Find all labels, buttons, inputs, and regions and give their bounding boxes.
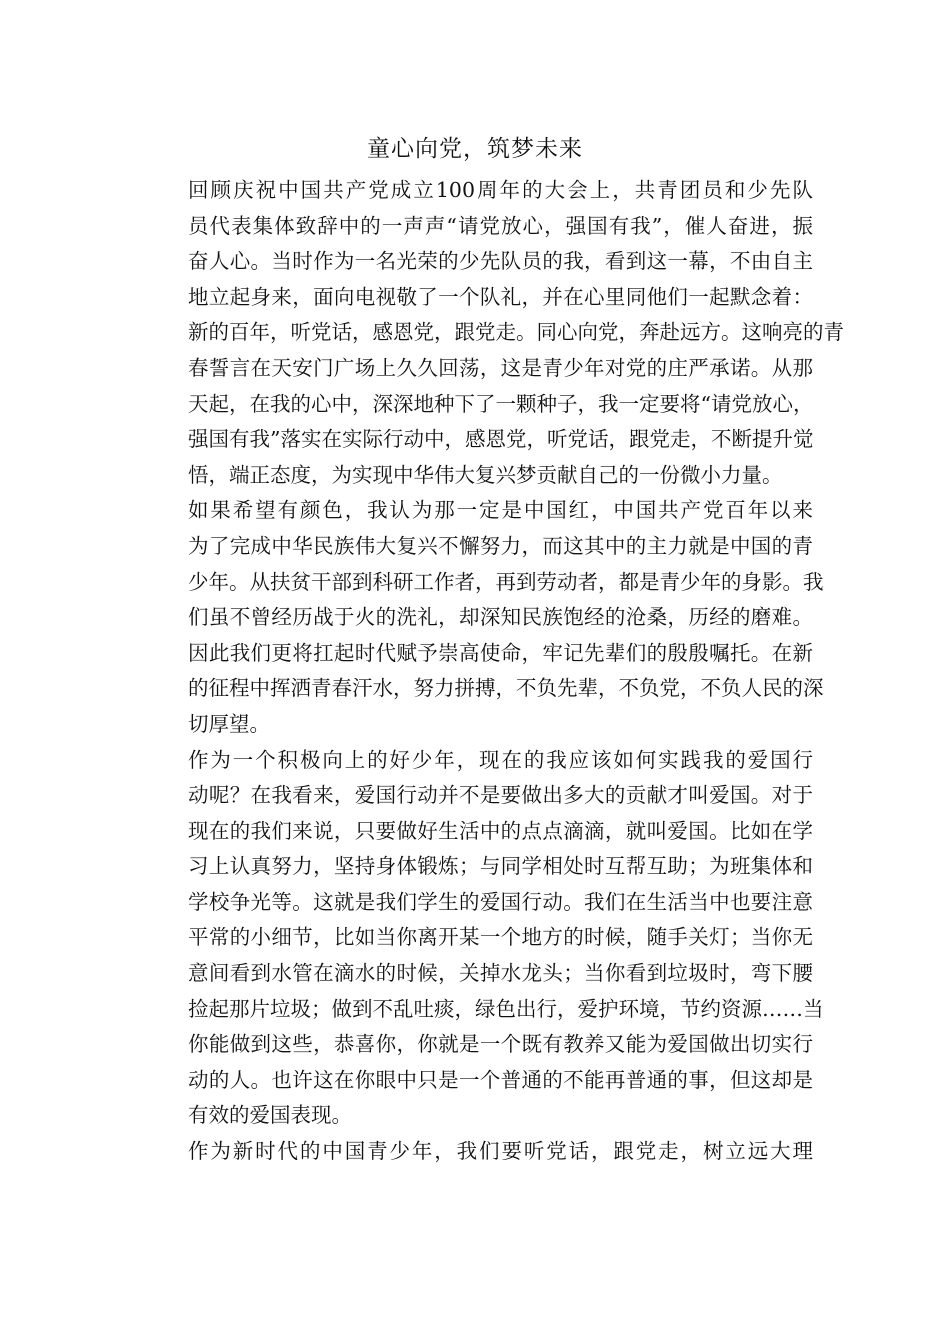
text-line: 强国有我”落实在实际行动中，感恩党，听党话，跟党走，不断提升觉 — [188, 427, 814, 452]
text-line: 天起，在我的心中，深深地种下了一颗种子，我一定要将“请党放心， — [188, 391, 814, 416]
text-line: 意间看到水管在滴水的时候，关掉水龙头；当你看到垃圾时，弯下腰 — [188, 961, 813, 986]
text-line: 捡起那片垃圾；做到不乱吐痰，绿色出行，爱护环境，节约资源……当 — [188, 996, 824, 1021]
text-line: 你能做到这些，恭喜你，你就是一个既有教养又能为爱国做出切实行 — [188, 1032, 813, 1057]
text-line: 因此我们更将扛起时代赋予崇高使命，牢记先辈们的殷殷嘱托。在新 — [188, 640, 813, 665]
document-body — [147, 173, 844, 1170]
text-line: 动的人。也许这在你眼中只是一个普通的不能再普通的事，但这却是 — [188, 1067, 813, 1092]
text-line: 春誓言在天安门广场上久久回荡，这是青少年对党的庄严承诺。从那 — [188, 355, 813, 380]
text-line: 回顾庆祝中国共产党成立100周年的大会上，共青团员和少先队 — [188, 178, 813, 202]
text-line: 有效的爱国表现。 — [188, 1103, 352, 1128]
text-line: 动呢？在我看来，爱国行动并不是要做出多大的贡献才叫爱国。对于 — [188, 783, 813, 808]
paragraph-1 — [147, 173, 844, 493]
paragraph-4 — [147, 1134, 813, 1170]
text-line: 员代表集体致辞中的一声声“请党放心，强国有我”，催人奋进，振 — [188, 213, 813, 238]
text-line: 地立起身来，面向电视敬了一个队礼，并在心里同他们一起默念着： — [188, 284, 813, 309]
text-line: 奋人心。当时作为一名光荣的少先队员的我，看到这一幕，不由自主 — [188, 249, 813, 274]
text-line: 如果希望有颜色，我认为那一定是中国红，中国共产党百年以来 — [188, 498, 813, 523]
text-line: 悟，端正态度，为实现中华伟大复兴梦贡献自己的一份微小力量。 — [188, 462, 783, 487]
text-line: 新的百年，听党话，感恩党，跟党走。同心向党，奔赴远方。这响亮的青 — [188, 320, 844, 345]
text-line: 平常的小细节，比如当你离开某一个地方的时候，随手关灯；当你无 — [188, 925, 813, 950]
document-title: 童心向党，筑梦未来 — [367, 136, 583, 162]
text-line: 学校争光等。这就是我们学生的爱国行动。我们在生活当中也要注意 — [188, 889, 813, 914]
text-line: 作为新时代的中国青少年，我们要听党话，跟党走，树立远大理 — [188, 1139, 813, 1164]
paragraph-2 — [147, 493, 824, 742]
text-line: 作为一个积极向上的好少年，现在的我应该如何实践我的爱国行 — [188, 747, 813, 772]
paragraph-3 — [147, 743, 824, 1135]
text-line: 现在的我们来说，只要做好生活中的点点滴滴，就叫爱国。比如在学 — [188, 818, 813, 843]
text-line: 少年。从扶贫干部到科研工作者，再到劳动者，都是青少年的身影。我 — [188, 569, 824, 594]
text-line: 们虽不曾经历战于火的洗礼，却深知民族饱经的沧桑，历经的磨难。 — [188, 605, 813, 630]
text-line: 的征程中挥洒青春汗水，努力拼搏，不负先辈，不负党，不负人民的深 — [188, 676, 824, 701]
text-line: 切厚望。 — [188, 711, 270, 736]
text-line: 习上认真努力，坚持身体锻炼；与同学相处时互帮互助；为班集体和 — [188, 854, 813, 879]
text-line: 为了完成中华民族伟大复兴不懈努力，而这其中的主力就是中国的青 — [188, 533, 813, 558]
